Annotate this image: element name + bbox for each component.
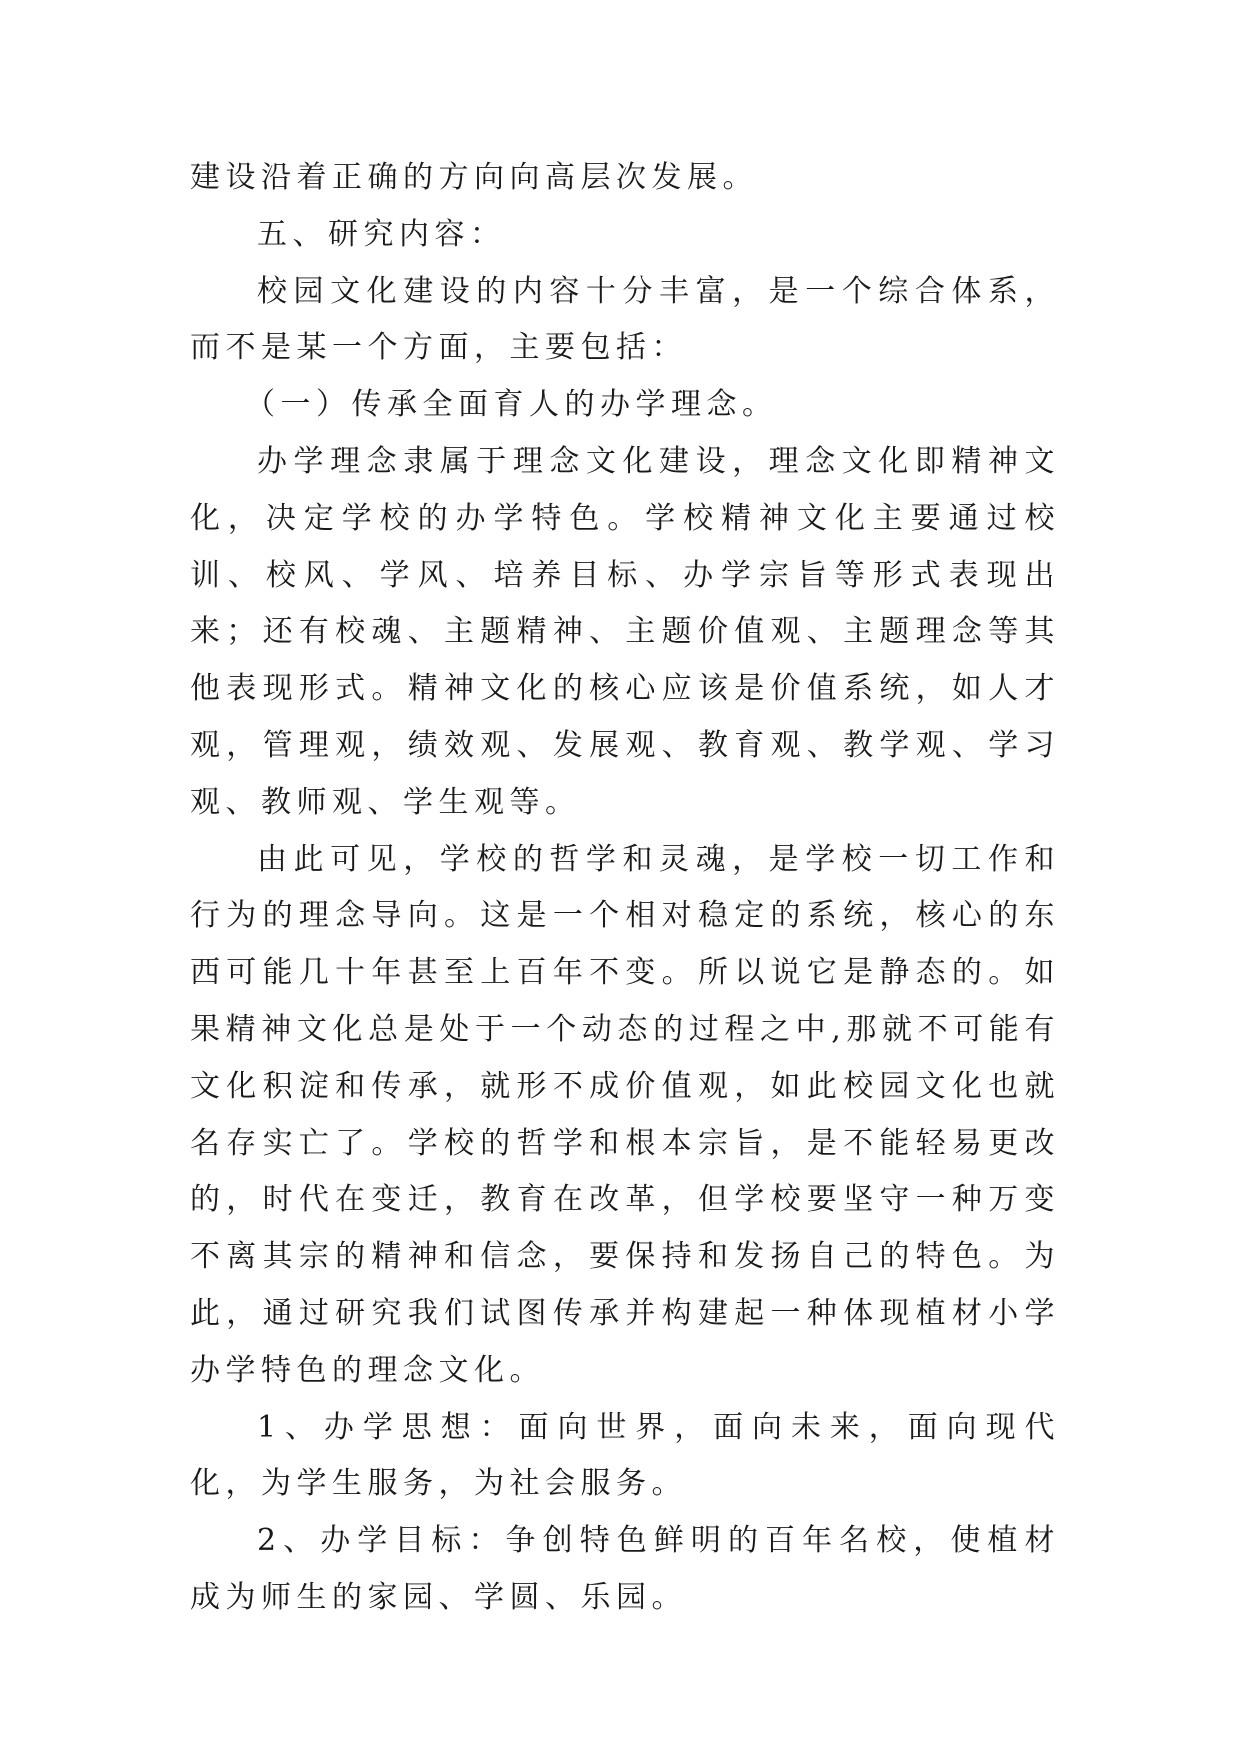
list-item: 2、办学目标：争创特色鲜明的百年名校，使植材成为师生的家园、学圆、乐园。 <box>190 1523 1060 1615</box>
paragraph-continuation: 建设沿着正确的方向向高层次发展。 <box>190 160 758 195</box>
paragraph-body: 由此可见，学校的哲学和灵魂，是学校一切工作和行为的理念导向。这是一个相对稳定的系统，核心的东西可能几十年甚至上百年不变。所以说它是静态的。如果精神文化总是处于一个动态的过程之中,那就不可能有文化积淀和传承，就形不成价值观，如此校园文化也就名存实亡了。学校的哲学和根本宗旨，是不能轻易更改的，时代在变迁，教育在改革，但学校要坚守一种万变不离其宗的精神和信念，要保持和发扬自己的特色。为此，通过研究我们试图传承并构建起一种体现植材小学办学特色的理念文化。 <box>190 841 1060 1388</box>
document-page <box>190 150 1060 1627</box>
list-item: 1、办学思想：面向世界，面向未来，面向现代化，为学生服务，为社会服务。 <box>190 1409 1060 1502</box>
section-heading: 五、研究内容： <box>257 216 506 252</box>
paragraph-body: 办学理念隶属于理念文化建设，理念文化即精神文化，决定学校的办学特色。学校精神文化主要通过校训、校风、学风、培养目标、办学宗旨等形式表现出来；还有校魂、主题精神、主题价值观、主题理念等其他表现形式。精神文化的核心应该是价值系统，如人才观，管理观，绩效观、发展观、教育观、教学观、学习观、教师观、学生观等。 <box>190 443 1060 820</box>
subsection-heading: （一）传承全面育人的办学理念。 <box>245 387 778 423</box>
paragraph-intro: 校园文化建设的内容十分丰富，是一个综合体系，而不是某一个方面，主要包括： <box>190 273 1060 366</box>
